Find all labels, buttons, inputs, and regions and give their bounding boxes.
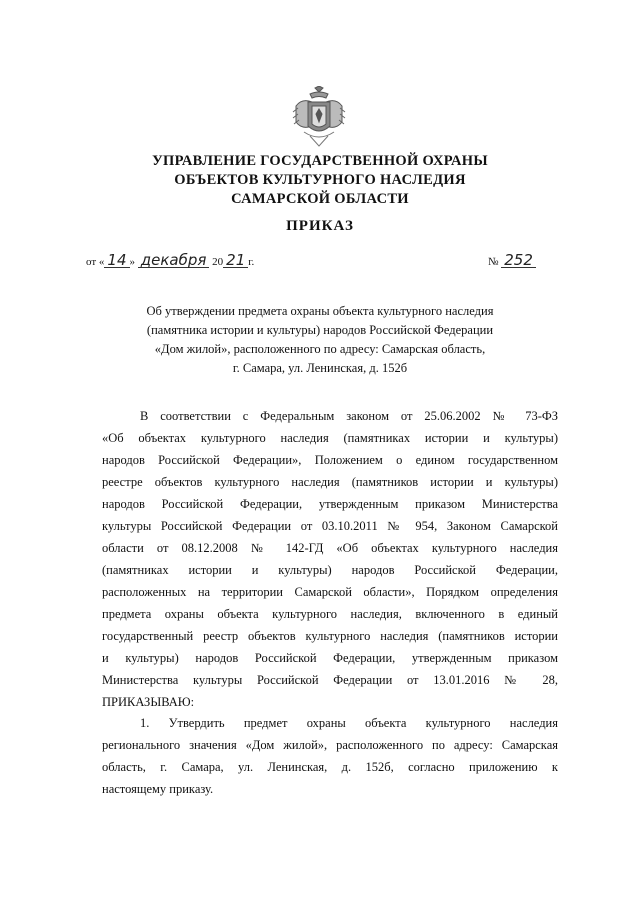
body-line: регионального значения «Дом жилой», расположенного по адресу: Самарская <box>102 738 558 752</box>
date-year: 21 <box>223 253 248 268</box>
org-name-line-2: ОБЪЕКТОВ КУЛЬТУРНОГО НАСЛЕДИЯ <box>174 172 466 188</box>
body-line: области от 08.12.2008 № 142-ГД «Об объектах культурного наследия <box>102 541 558 555</box>
org-name-line-1: УПРАВЛЕНИЕ ГОСУДАРСТВЕННОЙ ОХРАНЫ <box>152 153 488 169</box>
coat-of-arms-icon <box>290 86 348 148</box>
body-line: «Об объектах культурного наследия (памятниках истории и культуры) <box>102 431 558 445</box>
order-subject <box>0 302 640 378</box>
subject-line: Об утверждении предмета охраны объекта культурного наследия <box>146 304 494 318</box>
body-line: (памятниках истории и культуры) народов Российской Федерации, <box>102 563 558 577</box>
preamble-paragraph <box>102 405 558 713</box>
body-line: государственный реестр объектов культурного наследия (памятников истории <box>102 629 558 643</box>
order-date: от « 14 » декабря 20 21 г. <box>86 251 255 269</box>
body-line: 1. Утвердить предмет охраны объекта культурного наследия <box>140 716 558 730</box>
body-line: область, г. Самара, ул. Ленинская, д. 152б, согласно приложению к <box>102 760 558 774</box>
body-line: реестре объектов культурного наследия (памятников истории и культуры) <box>102 475 558 489</box>
body-line: народов Российской Федерации, утвержденным приказом Министерства <box>102 497 558 511</box>
subject-line: (памятника истории и культуры) народов Российской Федерации <box>146 323 494 337</box>
body-line: культуры Российской Федерации от 03.10.2011 № 954, Законом Самарской <box>102 519 558 533</box>
order-number-value: 252 <box>501 253 536 268</box>
order-item-1 <box>102 712 558 800</box>
order-number: № 252 <box>488 253 536 268</box>
body-line: Министерства культуры Российской Федерации от 13.01.2016 № 28, <box>102 673 558 687</box>
subject-line: г. Самара, ул. Ленинская, д. 152б <box>232 361 408 375</box>
body-line: расположенных на территории Самарской области», Порядком определения <box>102 585 558 599</box>
body-line: и культуры) народов Российской Федерации, утвержденным приказом <box>102 651 558 665</box>
date-month: декабря <box>138 253 210 268</box>
body-line: ПРИКАЗЫВАЮ: <box>102 695 195 709</box>
org-name-line-3: САМАРСКОЙ ОБЛАСТИ <box>231 191 409 207</box>
date-day: 14 <box>104 253 129 268</box>
body-line: предмета охраны объекта культурного наследия, включенного в единый <box>102 607 558 621</box>
subject-line: «Дом жилой», расположенного по адресу: Самарская область, <box>154 342 486 356</box>
body-line: народов Российской Федерации», Положением о едином государственном <box>102 453 558 467</box>
document-type-title: ПРИКАЗ <box>286 218 354 234</box>
body-line: В соответствии с Федеральным законом от 25.06.2002 № 73-ФЗ <box>140 409 558 423</box>
body-line: настоящему приказу. <box>102 782 214 796</box>
